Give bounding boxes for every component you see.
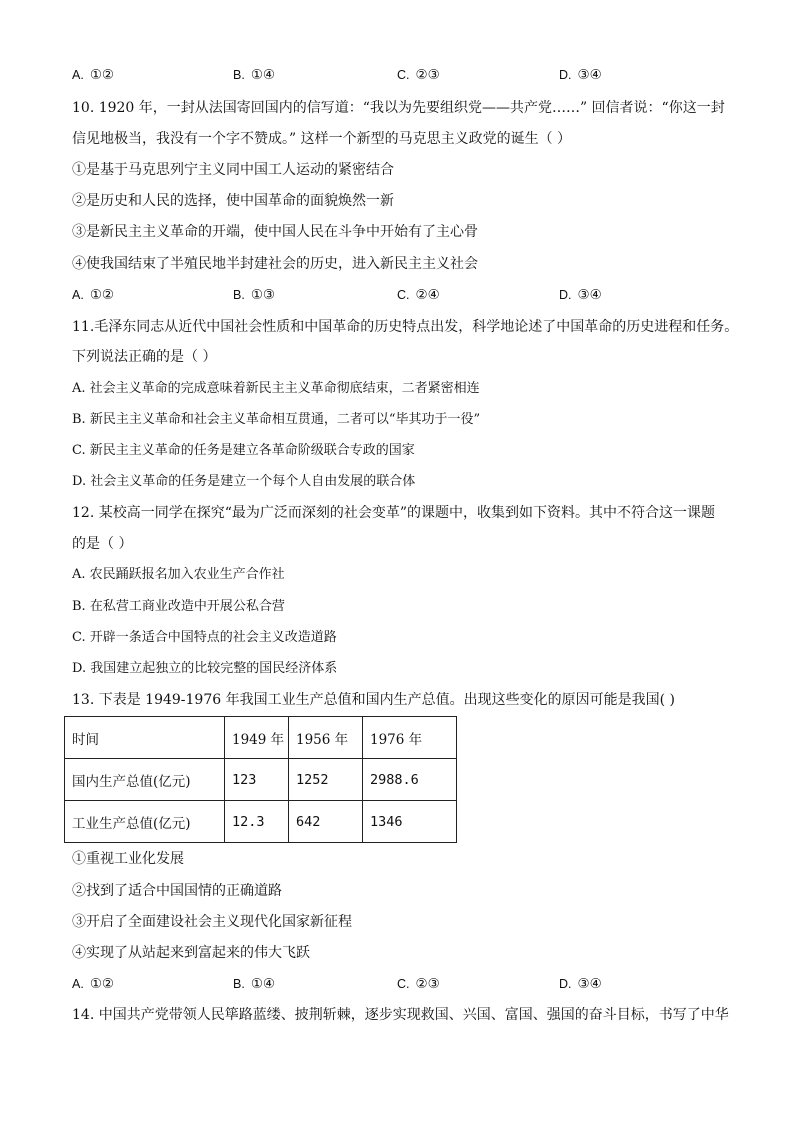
q10-option-d[interactable]: D. ③④ [559,287,602,303]
table-cell: 工业生产总值(亿元) [65,801,225,843]
q14-stem-line1: 14. 中国共产党带领人民筚路蓝缕、披荆斩棘，逐步实现救国、兴国、富国、强国的奋斗目标，书写了中华 [72,1007,729,1023]
q13-stem: 13. 下表是 1949-1976 年我国工业生产总值和国内生产总值。出现这些变化的原因可能是我国( ) [72,692,675,708]
q13-item-4: ④实现了从站起来到富起来的伟大飞跃 [72,945,310,961]
table-cell: 国内生产总值(亿元) [65,759,225,801]
q11-choice-d[interactable]: D. 社会主义革命的任务是建立一个每个人自由发展的联合体 [72,474,416,489]
q11-choice-a[interactable]: A. 社会主义革命的完成意味着新民主主义革命彻底结束，二者紧密相连 [72,381,480,396]
table-header-cell: 1949 年 [225,717,289,759]
q12-stem-line2: 的是（ ） [72,536,133,552]
q10-options [72,286,732,304]
q13-item-3: ③开启了全面建设社会主义现代化国家新征程 [72,914,352,930]
table-header-cell: 1976 年 [363,717,457,759]
q11-choice-c[interactable]: C. 新民主主义革命的任务是建立各革命阶级联合专政的国家 [72,443,415,458]
q10-item-1: ①是基于马克思列宁主义同中国工人运动的紧密结合 [72,162,394,178]
table-cell: 123 [225,759,289,801]
q11-stem-line1: 11.毛泽东同志从近代中国社会性质和中国革命的历史特点出发，科学地论述了中国革命的历史进程和任务。 [72,319,739,335]
q10-item-3: ③是新民主主义革命的开端，使中国人民在斗争中开始有了主心骨 [72,224,478,240]
table-cell: 642 [289,801,363,843]
q13-option-d[interactable]: D. ③④ [559,976,602,992]
q10-stem-line1: 10. 1920 年，一封从法国寄回国内的信写道：“我以为先要组织党——共产党……” 回信者说：“你这一封 [72,100,725,116]
table-header-cell: 1956 年 [289,717,363,759]
table-cell: 2988.6 [363,759,457,801]
q13-option-c[interactable]: C. ②③ [397,976,440,992]
q13-item-2: ②找到了适合中国国情的正确道路 [72,883,282,899]
table-cell: 12.3 [225,801,289,843]
table-cell: 1346 [363,801,457,843]
table-header-row [65,717,457,759]
q10-option-b[interactable]: B. ①③ [233,287,276,303]
q10-item-2: ②是历史和人民的选择，使中国革命的面貌焕然一新 [72,193,394,209]
q10-stem-line2: 信见地极当，我没有一个字不赞成。” 这样一个新型的马克思主义政党的诞生（ ） [72,131,572,147]
q13-item-1: ①重视工业化发展 [72,851,184,867]
q11-stem-line2: 下列说法正确的是（ ） [72,349,217,365]
table-header-cell: 时间 [65,717,225,759]
q11-choice-b[interactable]: B. 新民主主义革命和社会主义革命相互贯通，二者可以“毕其功于一役” [72,412,481,427]
q13-option-a[interactable]: A. ①② [72,976,115,992]
q10-option-c[interactable]: C. ②④ [397,287,440,303]
option-b[interactable]: B. ①④ [233,67,276,83]
prev-question-options [72,66,732,84]
gdp-table [64,716,457,843]
q12-choice-c[interactable]: C. 开辟一条适合中国特点的社会主义改造道路 [72,630,337,645]
table-row [65,759,457,801]
q10-option-a[interactable]: A. ①② [72,287,115,303]
q13-option-b[interactable]: B. ①④ [233,976,276,992]
q13-options [72,975,732,993]
q12-stem-line1: 12. 某校高一同学在探究“最为广泛而深刻的社会变革”的课题中，收集到如下资料。其中不符合这一课题 [72,505,716,521]
option-a[interactable]: A. ①② [72,67,115,83]
q10-item-4: ④使我国结束了半殖民地半封建社会的历史，进入新民主主义社会 [72,256,478,272]
q12-choice-b[interactable]: B. 在私营工商业改造中开展公私合营 [72,599,285,614]
q12-choice-d[interactable]: D. 我国建立起独立的比较完整的国民经济体系 [72,661,338,676]
q12-choice-a[interactable]: A. 农民踊跃报名加入农业生产合作社 [72,567,285,582]
table-row [65,801,457,843]
option-d[interactable]: D. ③④ [559,67,602,83]
table-cell: 1252 [289,759,363,801]
option-c[interactable]: C. ②③ [397,67,440,83]
